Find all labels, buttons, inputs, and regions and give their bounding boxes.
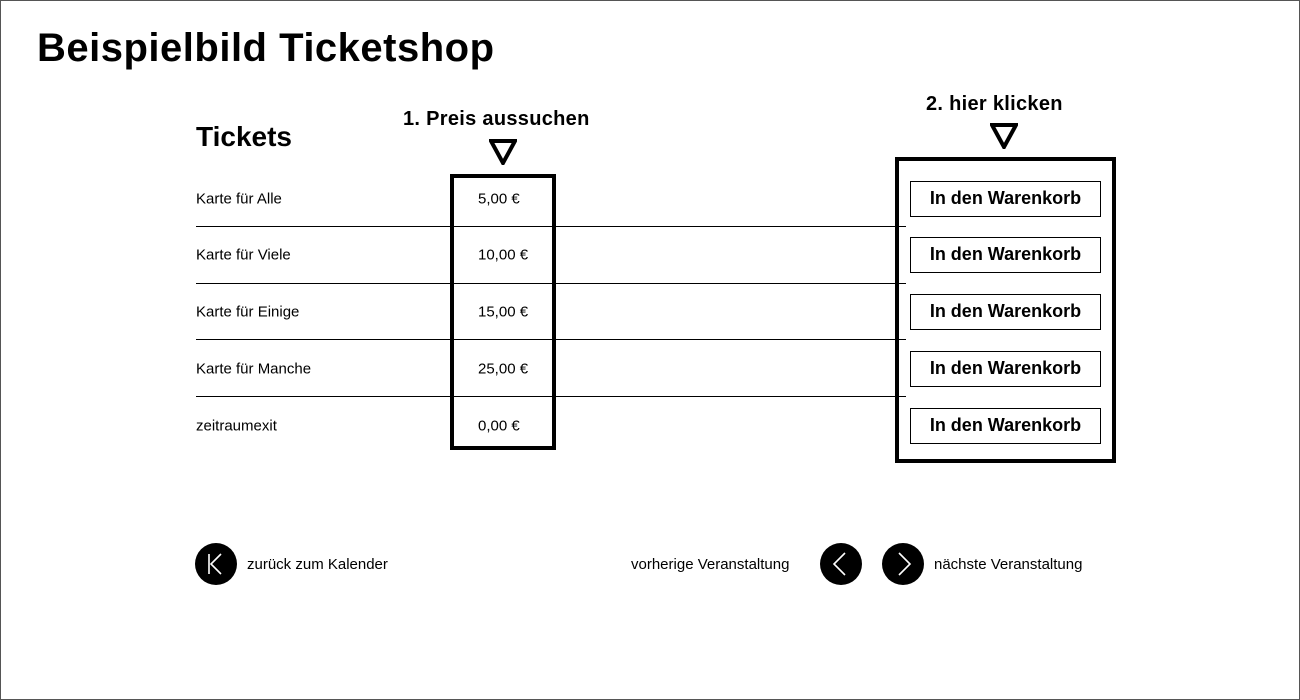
previous-event-link[interactable]: vorherige Veranstaltung <box>631 556 790 573</box>
ticket-name: Karte für Manche <box>196 360 312 377</box>
next-event-link[interactable]: nächste Veranstaltung <box>934 556 1083 573</box>
down-triangle-icon <box>990 123 1018 149</box>
add-to-cart-button[interactable]: In den Warenkorb <box>910 294 1101 330</box>
ticket-price: 0,00 € <box>478 417 520 434</box>
annotation-step-2: 2. hier klicken <box>926 93 1063 115</box>
add-to-cart-button[interactable]: In den Warenkorb <box>910 181 1101 217</box>
add-to-cart-button[interactable]: In den Warenkorb <box>910 237 1101 273</box>
ticket-name: Karte für Alle <box>196 190 282 207</box>
back-to-calendar-button[interactable] <box>195 543 237 585</box>
ticket-price: 10,00 € <box>478 246 529 263</box>
ticket-name: zeitraumexit <box>196 417 277 434</box>
previous-event-button[interactable] <box>820 543 862 585</box>
add-to-cart-button[interactable]: In den Warenkorb <box>910 351 1101 387</box>
ticket-price: 25,00 € <box>478 360 529 377</box>
price-highlight-box <box>450 174 556 450</box>
ticket-name: Karte für Viele <box>196 246 291 263</box>
skip-back-icon <box>195 543 237 585</box>
ticket-name: Karte für Einige <box>196 303 300 320</box>
ticket-price: 5,00 € <box>478 190 520 207</box>
annotation-step-1: 1. Preis aussuchen <box>403 108 590 130</box>
page-title: Beispielbild Ticketshop <box>37 26 495 70</box>
ticket-price: 15,00 € <box>478 303 529 320</box>
back-to-calendar-link[interactable]: zurück zum Kalender <box>247 556 388 573</box>
cart-button-highlight-box <box>895 157 1116 463</box>
add-to-cart-button[interactable]: In den Warenkorb <box>910 408 1101 444</box>
down-triangle-icon <box>489 139 517 165</box>
next-event-button[interactable] <box>882 543 924 585</box>
chevron-left-icon <box>820 543 862 585</box>
chevron-right-icon <box>882 543 924 585</box>
tickets-heading: Tickets <box>196 121 292 152</box>
